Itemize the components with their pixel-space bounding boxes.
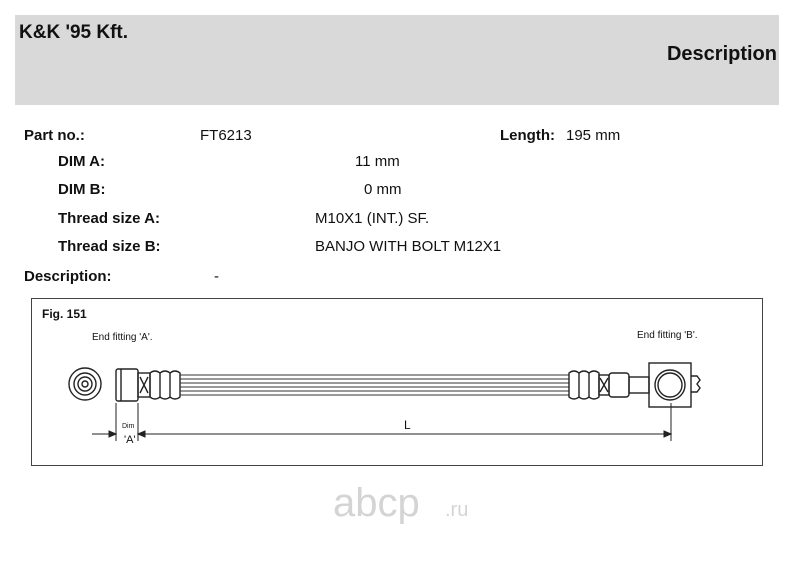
length-value: 195 mm	[566, 127, 621, 144]
header-bar	[15, 15, 779, 105]
dim-a-label: DIM A:	[58, 153, 105, 170]
watermark-suffix: .ru	[445, 499, 469, 521]
watermark-text: abcp	[333, 484, 420, 524]
company-name: K&K '95 Kft.	[19, 22, 129, 43]
dim-a-value: 11 mm	[355, 153, 400, 170]
end-fitting-a-face-icon	[69, 368, 101, 400]
dim-b-value: 0 mm	[364, 181, 402, 198]
length-label: Length:	[500, 127, 555, 144]
page-title: Description	[666, 43, 777, 65]
description-value: -	[214, 268, 219, 285]
hose-body	[180, 375, 569, 395]
end-fitting-a-label: End fitting 'A'.	[92, 332, 153, 343]
thread-a-label: Thread size A:	[58, 210, 160, 227]
length-dimension-label: L	[404, 418, 411, 432]
end-fitting-b-banjo-icon	[569, 363, 700, 407]
thread-b-value: BANJO WITH BOLT M12X1	[315, 238, 502, 255]
dimension-lines	[92, 403, 671, 441]
thread-b-label: Thread size B:	[58, 238, 161, 255]
end-fitting-b-label: End fitting 'B'.	[637, 330, 698, 341]
brake-hose-drawing	[32, 299, 762, 465]
end-fitting-a-body-icon	[116, 369, 180, 401]
hose-figure	[31, 298, 763, 466]
dim-a-mark: 'A'	[124, 434, 136, 446]
dim-b-label: DIM B:	[58, 181, 106, 198]
dim-small-label: Dim	[122, 423, 135, 430]
abcp-watermark	[333, 484, 478, 524]
thread-a-value: M10X1 (INT.) SF.	[315, 210, 430, 227]
part-no-value: FT6213	[200, 127, 252, 144]
part-no-label: Part no.:	[24, 127, 85, 144]
figure-label: Fig. 151	[42, 307, 87, 321]
description-label: Description:	[24, 268, 112, 285]
